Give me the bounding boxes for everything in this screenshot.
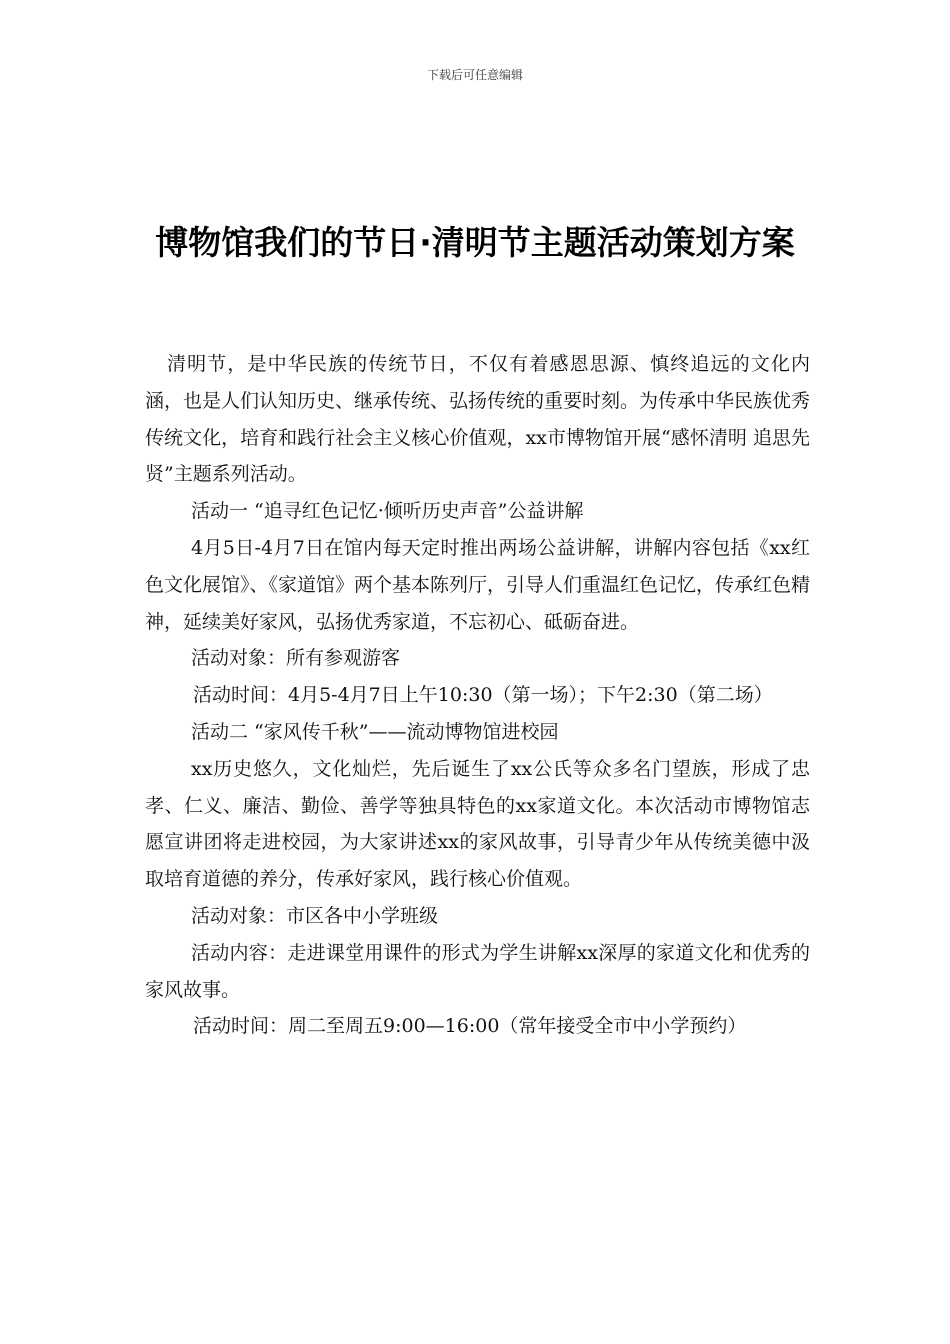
activity-one-audience: 活动对象：所有参观游客 — [191, 647, 401, 670]
header-note: 下载后可任意编辑 — [426, 68, 523, 82]
activity-two-time: 活动时间：周二至周五9:00—16:00（常年接受全市中小学预约） — [193, 1015, 747, 1038]
activity-one-time: 活动时间：4月5-4月7日上午10:30（第一场）；下午2:30（第二场） — [193, 684, 773, 707]
intro-paragraph: 清明节，是中华民族的传统节日，不仅有着感恩思源、慎终追远的文化内涵，也是人们认知历史、继承传统、弘扬传统的重要时刻。为传承中华民族优秀传统文化，培育和践行社会主义核心价值观，xx市博物馆开展“感怀清明 追思先贤”主题系列活动。 — [145, 353, 811, 486]
document-body — [145, 346, 810, 1045]
activity-two-audience: 活动对象：市区各中小学班级 — [191, 904, 439, 927]
activity-one-heading: 活动一 “追寻红色记忆·倾听历史声音”公益讲解 — [191, 500, 584, 523]
activity-two-description: xx历史悠久，文化灿烂，先后诞生了xx公氏等众多名门望族，形成了忠孝、仁义、廉洁、勤俭、善学等独具特色的xx家道文化。本次活动市博物馆志愿宣讲团将走进校园，为大家讲述xx的家风故事，引导青少年从传统美德中汲取培育道德的养分，传承好家风，践行核心价值观。 — [145, 757, 810, 891]
activity-two-heading: 活动二 “家风传千秋”——流动博物馆进校园 — [191, 720, 559, 743]
activity-one-description: 4月5日-4月7日在馆内每天定时推出两场公益讲解，讲解内容包括《xx红色文化展馆》、《家道馆》两个基本陈列厅，引导人们重温红色记忆，传承红色精神，延续美好家风，弘扬优秀家道，不忘初心、砥砺奋进。 — [145, 536, 811, 633]
activity-two-content: 活动内容：走进课堂用课件的形式为学生讲解xx深厚的家道文化和优秀的家风故事。 — [145, 941, 810, 1001]
document-title: 博物馆我们的节日·清明节主题活动策划方案 — [155, 223, 795, 262]
